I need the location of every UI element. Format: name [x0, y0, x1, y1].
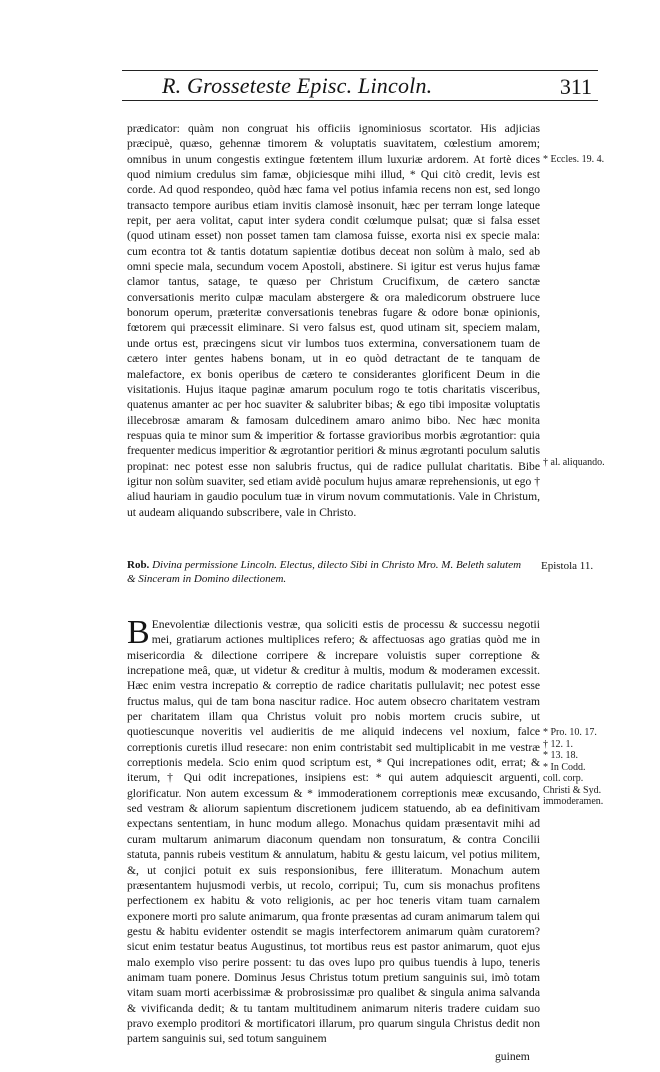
letter-heading: [127, 558, 532, 586]
ref-line: † 12. 1.: [543, 738, 573, 750]
ref-line: Christi & Syd.: [543, 784, 602, 796]
running-header: [122, 62, 598, 102]
sidenote-eccles: * Eccles. 19. 4.: [543, 154, 605, 165]
ref-line: * Pro. 10. 17.: [543, 727, 597, 738]
catchword: guinem: [495, 1050, 530, 1063]
ref-line: * 13. 18.: [543, 750, 578, 761]
letter-body: [127, 614, 540, 1047]
ref-line: immoderamen.: [543, 796, 604, 807]
page-number: 311: [559, 74, 592, 99]
heading-lead: Rob.: [127, 559, 150, 571]
ref-line: * In Codd.: [543, 761, 586, 773]
heading-salutation: Divina permissione Lincoln. Electus, dilecto Sibi in Christo Mro. M. Beleth salutem & Sinceram in Domino dilectionem.: [127, 559, 522, 585]
epistola-label: Epistola 11.: [541, 560, 594, 572]
letter-conclusion-text: [127, 121, 540, 520]
drop-cap: B: [127, 614, 150, 651]
ref-line: coll. corp.: [543, 773, 584, 784]
header-rule-bottom: [122, 100, 598, 101]
header-rule-top: [122, 70, 598, 71]
sidenote-aliquando: † al. aliquando.: [543, 457, 605, 468]
letter-body-paragraph: Enevolentiæ dilectionis vestræ, qua soliciti estis de processu & successu negotii mei, gratiarum actiones multiplices refero; & affectuosas ago gratias quòd me in misericordia & dilectione corripere & increpare voluistis super correptione & increpatione meâ, quæ, ut videtur & creditur à multis, modum & moderamen excessit. Hæc enim vestra increpatio & correptio de radice charitatis pullulavit; nec potest esse fructus malus, qui de tam bona nascitur radice. Hoc autem obsecro charitatem vestram per charitatem illam qua Christus voluit pro nobis mortem crucis subire, ut quotiescunque noveritis vel audieritis de me aliquid indecens vel noxium, falce correptionis curetis illud resecare: non enim contristabit sed multiplicabit in me vestræ correptionis medela. Scio enim quod scriptum est, * Qui increpationes odit, errat; & iterum, † Qui odit increpationes, insipiens est: * qui autem adquiescit arguenti, glorificatur. Non autem excessum & * immoderationem correptionis meæ excusando, sed vestram & aliorum sapientum discretionem judicem statuendo, ab ea definitivam expectans sententiam, in hunc modum allego. Monachus quidam præsentavit mihi ad curam multarum animarum diaconum quendam non tonsuratum, & contra Concilii statuta, pannis rubeis vestitum & annulatum, habitu & gestu laicum, vel potius militem, &, ut conjici potuit ex suis responsionibus, fere illiteratum. Monachum autem præsentantem hujusmodi verbis, ut recolo, corripui; Tu, cum sis monachus profitens perfectionem ex habitu & voto religionis, ac per hoc teneris vitam tuam carnalem exponere morti pro salute animarum, qua fronte præsentas ad curam animarum talem qui gestu & habitu evidenter ostendit se magis interfectorem animarum quàm curatorem? sicut enim testatur beatus Augustinus, tot mortibus reus est pastor animarum, quot ejus malo exemplo viso perire possent: tu das oves lupo pro quibus tuendis à lupo, teneris animam tuam ponere. Dominus Jesus Christus totum pretium sanguinis sui, imò totam vitam suam morti acerbissimæ & probrosissimæ pro qualibet & singula anima salvanda & vivificanda dedit; & tu tantam multitudinem animarum niteris tradere cuidam suo pravo exemplo proditori & mortificatori illarum, pro quarum singula Christus dedit non partem sanguinis sui, sed totum sanguinem: [127, 618, 540, 1046]
sidenote-references: [543, 727, 603, 808]
running-title: R. Grosseteste Episc. Lincoln.: [162, 73, 433, 98]
conclusion-paragraph: prædicator: quàm non congruat his officiis ignominiosus scortator. His adjicias præcipuè, quæso, gehennæ timorem & voluptatis suavitatem, cœlestium amorem; omnibus in unum congestis extingue fœtentem illum luxuriæ ardorem. At fortè dices quod nimium credulus sim famæ, objiciesque mihi illud, * Qui citò credit, levis est corde. Ad quod respondeo, quòd hæc fama vel potius infamia recens non est, sed longo transacto tempore auribus etiam invitis clamosè insonuit, hæc per terram longe lateque repit, per aera volitat, caput inter sydera condit cœlumque pulsat; quæ si falsa esset (quod utinam esset) non posset tamen tam clamosa fuisse, exorta nisi ex specie mala: cum econtra tot & tantis dotatum sapientiæ dotibus deceat non solùm à malo, sed ab omni specie mala, secundum vocem Apostoli, abstinere. Si igitur est verus hujus famæ clamor tantus, satage, te quæso per Christum Crucifixum, de cætero sanctæ conversationis merito culpæ maculam abstergere & ora maledicorum obstruere luce bonorum operum, præteritæ conversationis tenebras fugare & odore bonæ opinionis, fœtorem qui præcessit eliminare. Si vero falsus est, quod utinam sit, speciem malam, unde ortus est, præcingens sicut vir lumbos tuos extermina, conversationem tuam de cætero inter gentes habens bonam, ut in eo quòd detractant de te tanquam de malefactore, ex bonis operibus de cætero te considerantes glorificent Deum in die visitationis. Hujus itaque paginæ amarum poculum rogo te totis charitatis visceribus, quatenus amanter ac per hoc suaviter & salubriter bibas; & ego tibi impositæ voluptatis illecebrosæ amaram & famosam dulcedinem amaro animo bibo. Nec hæc monita respuas quia te minor sum & imperitior & fortasse gravioribus morbis ægrotantior: quia frequenter medicus imperitior & ægrotantior peritiori & minus ægrotanti poculum salutis propinat: nec potest esse non salubris fructus, qui de radice pullulat charitatis. Bibe igitur non solùm suaviter, sed etiam avidè poculum hujus amaræ reprehensionis, ut ego † aliud hauriam in gaudio poculum tuæ in virum novum commutationis. Vale in Christum, ut audeam aliquando subscribere, vale in Christo.: [127, 122, 540, 519]
